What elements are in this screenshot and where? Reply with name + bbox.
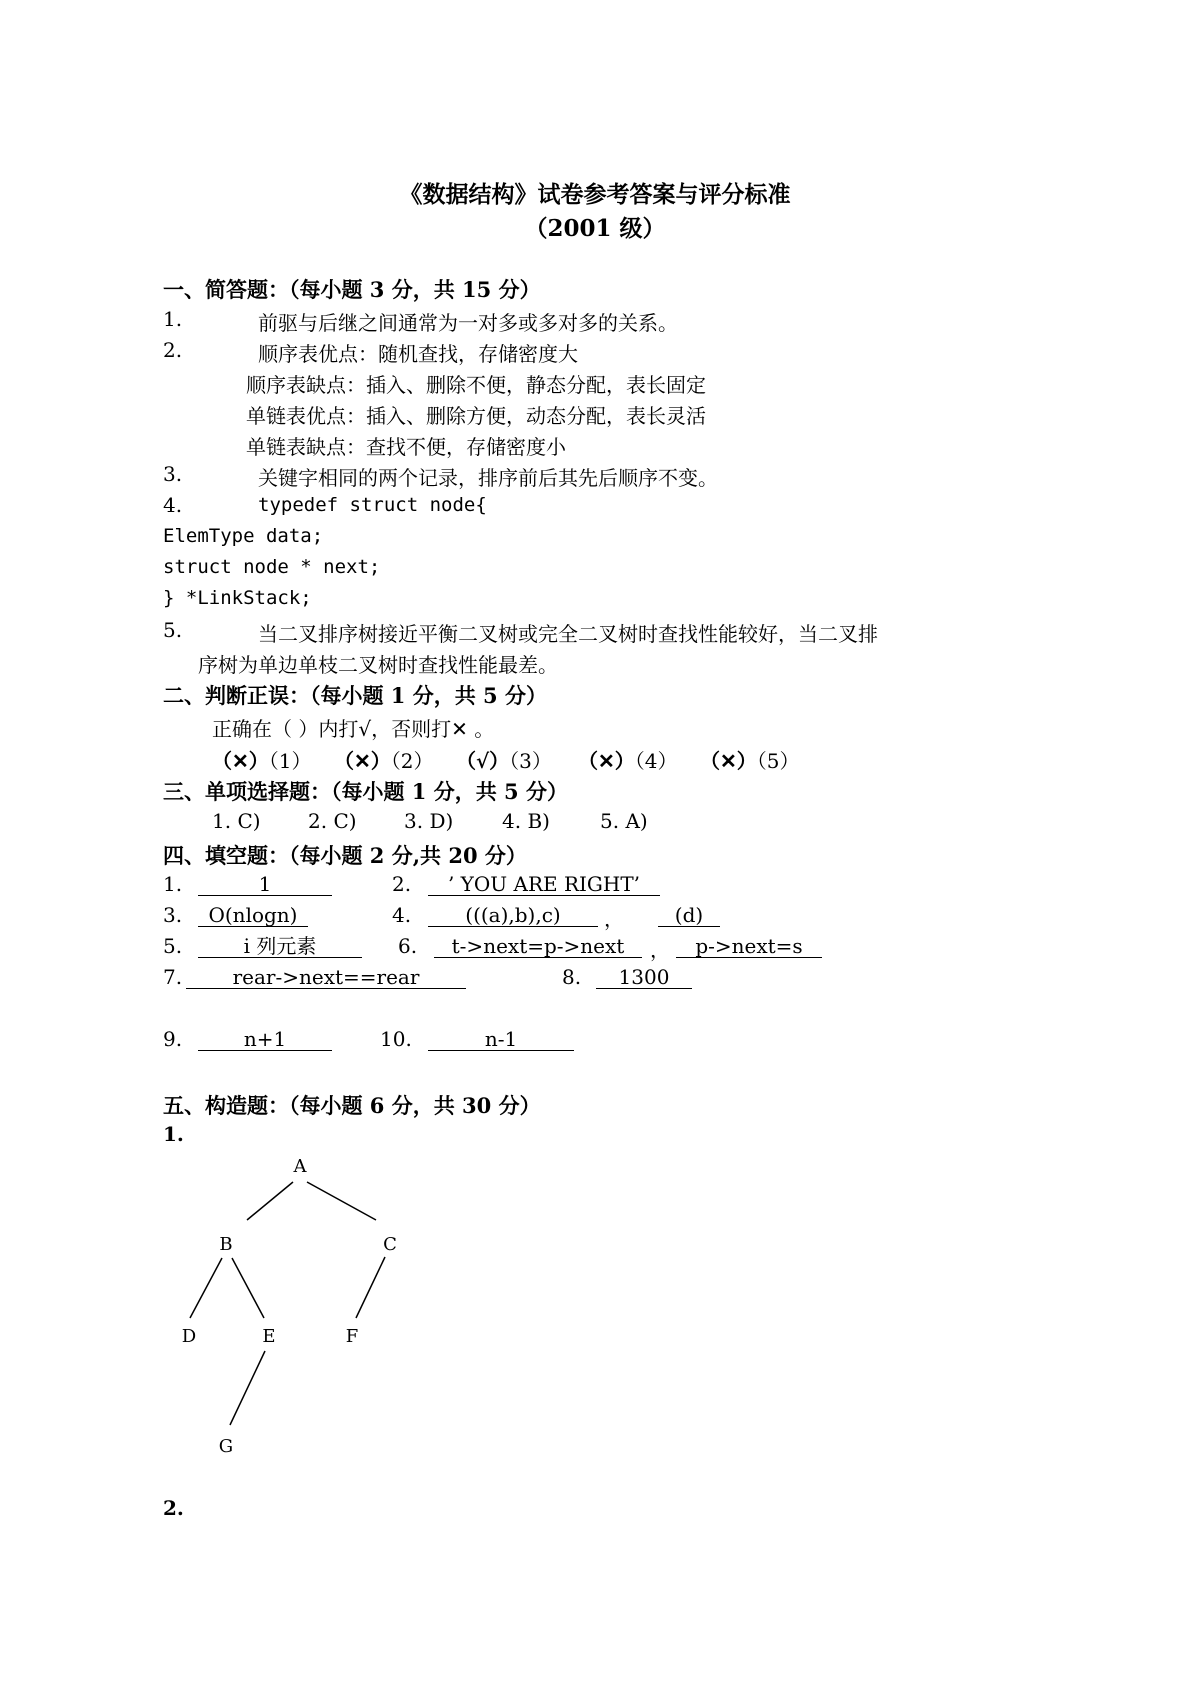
fill-answer: (((a),b),c) [428, 904, 598, 927]
section3-heading: 三、单项选择题：（每小题 1 分，共 5 分） [163, 779, 568, 804]
fill-answer: 1 [198, 873, 332, 896]
fill-answer: p->next=s [676, 935, 822, 958]
tf-number: （5） [756, 749, 800, 773]
fill-number: 4. [392, 903, 412, 927]
q2-answer-line: 单链表缺点：查找不便，存储密度小 [246, 435, 566, 459]
fill-answer: 1300 [596, 966, 692, 989]
fill-number: 7. [163, 965, 183, 989]
q4-code-line: struct node * next; [163, 556, 381, 578]
tf-number: （3） [509, 749, 552, 773]
document-subtitle: （2001 级） [524, 215, 666, 242]
fill-number: 8. [562, 965, 582, 989]
q4-code-line: typedef struct node{ [258, 494, 487, 516]
document-title: 《数据结构》试卷参考答案与评分标准 [399, 181, 791, 208]
fill-number: 3. [163, 903, 183, 927]
tree-node-e: E [262, 1326, 276, 1347]
q3-answer: 关键字相同的两个记录，排序前后其先后顺序不变。 [258, 466, 718, 490]
fill-separator: ， [650, 938, 670, 962]
tree-node-d: D [181, 1326, 197, 1347]
fill-answer: ’ YOU ARE RIGHT’ [428, 873, 660, 896]
mc-answer: 1. C) [212, 809, 261, 833]
fill-number: 2. [392, 872, 412, 896]
tree-node-f: F [345, 1326, 359, 1347]
section2-instruction: 正确在（ ）内打√，否则打✕ 。 [212, 717, 495, 741]
tree-edge-a-b [247, 1182, 293, 1220]
tf-number: （1） [268, 749, 312, 773]
fill-number: 10. [380, 1027, 412, 1051]
tf-mark: （√） [456, 749, 510, 773]
fill-answer: t->next=p->next [434, 935, 642, 958]
q1-answer: 前驱与后继之间通常为一对多或多对多的关系。 [258, 311, 678, 335]
tree-node-a: A [293, 1156, 307, 1177]
tf-mark: （✕） [334, 749, 391, 773]
tree-node-g: G [218, 1436, 234, 1457]
section5-heading: 五、构造题：（每小题 6 分，共 30 分） [163, 1093, 541, 1118]
mc-answer: 2. C) [308, 809, 357, 833]
tree-edge-b-e [232, 1258, 264, 1318]
q2-number: 2. [163, 338, 183, 362]
fill-answer: rear->next==rear [186, 966, 466, 989]
fill-number: 6. [398, 934, 418, 958]
construct-q1-number: 1. [163, 1122, 184, 1146]
mc-answer: 5. A) [600, 809, 648, 833]
tree-node-c: C [383, 1234, 397, 1255]
tree-edge-b-d [190, 1258, 222, 1318]
fill-number: 5. [163, 934, 183, 958]
q5-answer-line: 序树为单边单枝二叉树时查找性能最差。 [198, 653, 558, 677]
q3-number: 3. [163, 462, 183, 486]
q4-code-line: ElemType data; [163, 525, 324, 547]
fill-separator: ， [604, 907, 624, 931]
q5-number: 5. [163, 618, 183, 642]
section4-heading: 四、填空题：（每小题 2 分,共 20 分） [163, 843, 527, 868]
tf-mark: （✕） [212, 749, 269, 773]
fill-answer: n+1 [198, 1028, 332, 1051]
tree-edge-e-g [230, 1351, 265, 1425]
q2-answer-line: 单链表优点：插入、删除方便，动态分配，表长灵活 [246, 404, 706, 428]
mc-answer: 4. B) [502, 809, 550, 833]
tf-mark: （✕） [700, 749, 757, 773]
q2-answer-line: 顺序表优点：随机查找，存储密度大 [258, 342, 578, 366]
fill-answer: O(nlogn) [198, 904, 308, 927]
construct-q2-number: 2. [163, 1496, 184, 1520]
tree-edge-c-f [356, 1257, 385, 1318]
mc-answer: 3. D) [404, 809, 454, 833]
fill-answer: i 列元素 [198, 935, 362, 958]
section1-heading: 一、简答题：（每小题 3 分，共 15 分） [163, 277, 541, 302]
tf-number: （4） [634, 749, 678, 773]
fill-answer: n-1 [428, 1028, 574, 1051]
tf-mark: （✕） [578, 749, 635, 773]
section2-heading: 二、判断正误：（每小题 1 分，共 5 分） [163, 683, 547, 708]
q4-code-line: } *LinkStack; [163, 587, 312, 609]
tree-edge-a-c [307, 1182, 376, 1220]
q1-number: 1. [163, 307, 183, 331]
q2-answer-line: 顺序表缺点：插入、删除不便，静态分配，表长固定 [246, 373, 706, 397]
q4-number: 4. [163, 493, 183, 517]
fill-number: 1. [163, 872, 183, 896]
q5-answer-line: 当二叉排序树接近平衡二叉树或完全二叉树时查找性能较好，当二叉排 [258, 622, 878, 646]
fill-answer: (d) [658, 904, 720, 927]
fill-number: 9. [163, 1027, 183, 1051]
tree-node-b: B [219, 1234, 233, 1255]
tf-number: （2） [390, 749, 434, 773]
